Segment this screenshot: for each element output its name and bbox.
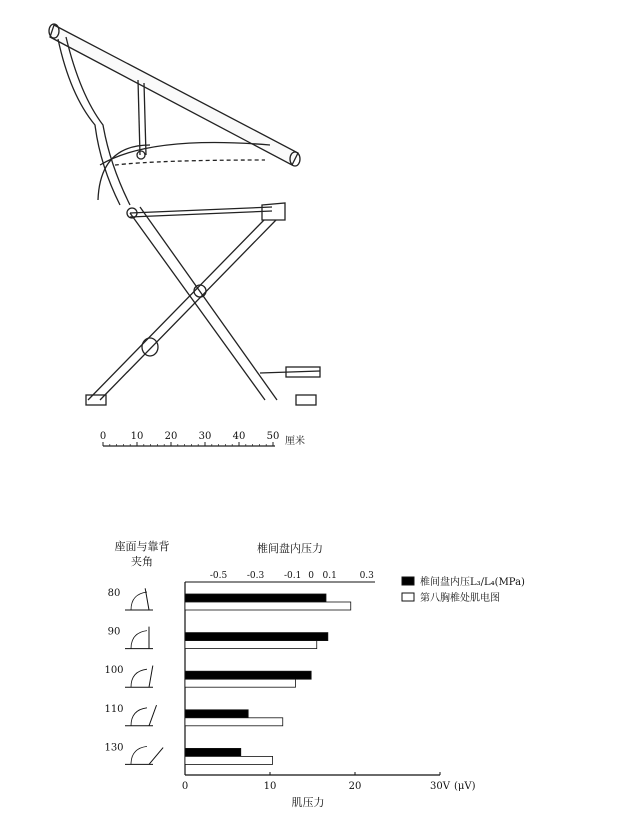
bar-emg bbox=[185, 756, 273, 764]
bar-emg bbox=[185, 641, 317, 649]
bar-disc-pressure bbox=[185, 594, 326, 602]
bar-emg bbox=[185, 718, 283, 726]
scale-tick-label: 30 bbox=[198, 431, 212, 442]
x-axis-label: 肌压力 bbox=[291, 796, 325, 809]
seat-angle-icon bbox=[125, 627, 153, 649]
category-label: 90 bbox=[107, 626, 121, 638]
bottom-unit: (μV) bbox=[454, 781, 476, 792]
seat-angle-icon bbox=[125, 746, 163, 764]
seat-angle-icon bbox=[125, 588, 153, 610]
legend-label: 椎间盘内压L₃/L₄(MPa) bbox=[420, 577, 525, 588]
legend-swatch bbox=[402, 593, 414, 601]
scale-tick-label: 50 bbox=[266, 431, 280, 442]
bar-disc-pressure bbox=[185, 710, 248, 718]
category-label: 110 bbox=[104, 703, 124, 715]
scale-tick-label: 40 bbox=[232, 431, 246, 442]
bottom-tick-label: 20 bbox=[348, 781, 362, 792]
bar-chart bbox=[100, 530, 600, 810]
top-tick-label: 0.3 bbox=[359, 571, 374, 581]
top-tick-label: -0.3 bbox=[246, 571, 265, 581]
row-header-line: 座面与靠背 bbox=[114, 540, 170, 553]
bar-disc-pressure bbox=[185, 748, 241, 756]
bar-emg bbox=[185, 679, 296, 687]
top-tick-label: 0.1 bbox=[322, 571, 337, 581]
category-label: 130 bbox=[104, 742, 124, 754]
scale-unit: 厘米 bbox=[285, 436, 305, 447]
legend-label: 第八胸椎处肌电图 bbox=[420, 593, 500, 604]
bar-disc-pressure bbox=[185, 671, 311, 679]
row-header-line: 夹角 bbox=[131, 555, 153, 568]
seat-angle-icon bbox=[125, 666, 153, 688]
scale-tick-label: 0 bbox=[99, 431, 107, 442]
scale-tick-label: 20 bbox=[164, 431, 178, 442]
top-axis-title: 椎间盘内压力 bbox=[257, 542, 323, 555]
scale-tick-label: 10 bbox=[130, 431, 144, 442]
category-label: 80 bbox=[107, 588, 121, 599]
bar-disc-pressure bbox=[185, 633, 328, 641]
bottom-tick-label: 0 bbox=[181, 781, 189, 792]
top-tick-label: -0.5 bbox=[209, 571, 228, 581]
top-tick-label: -0.1 bbox=[283, 571, 302, 581]
bottom-tick-label: 10 bbox=[263, 781, 277, 792]
chair-illustration bbox=[40, 15, 330, 415]
bar-emg bbox=[185, 602, 351, 610]
category-label: 100 bbox=[104, 665, 124, 677]
bottom-tick-label: 30V bbox=[430, 781, 450, 792]
legend-swatch bbox=[402, 577, 414, 585]
scale-bar bbox=[95, 428, 325, 458]
top-tick-label: 0 bbox=[308, 571, 315, 581]
seat-angle-icon bbox=[125, 705, 157, 726]
